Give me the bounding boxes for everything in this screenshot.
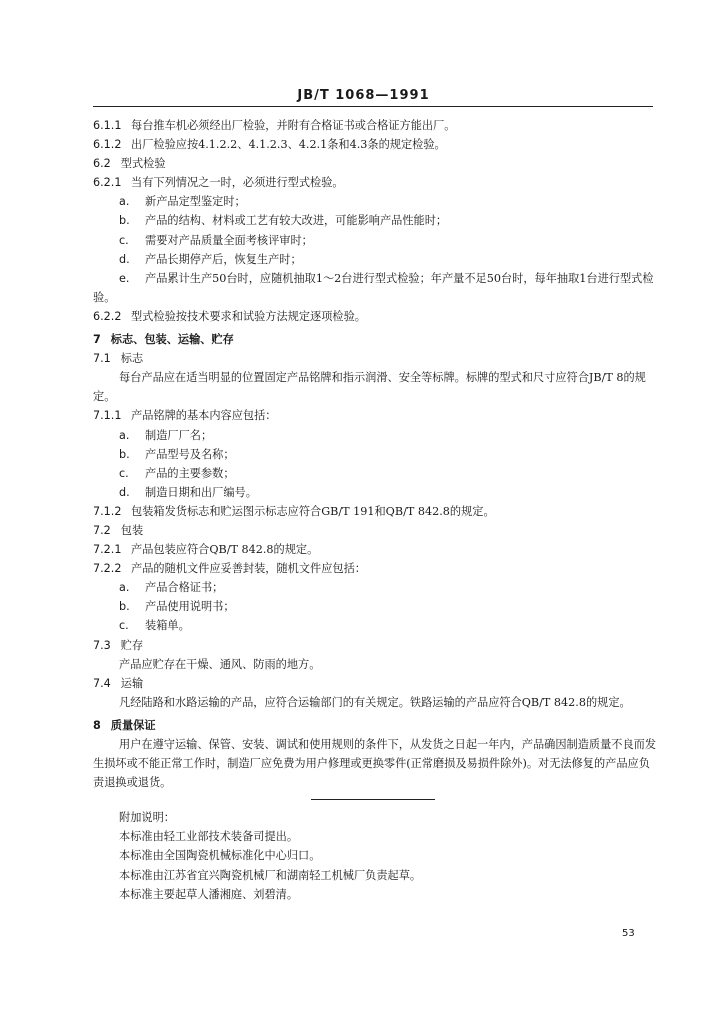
clause-text: 产品包装应符合QB/T 842.8的规定。 bbox=[131, 543, 319, 557]
standard-code-header: JB/T 1068—1991 bbox=[297, 88, 430, 103]
clause-text: 产品铭牌的基本内容应包括： bbox=[131, 409, 277, 423]
list-item bbox=[93, 192, 659, 211]
list-marker: d. bbox=[119, 252, 130, 266]
note-line: 本标准由江苏省宜兴陶瓷机械厂和湖南轻工机械厂负责起草。 bbox=[119, 868, 422, 882]
page-number: 53 bbox=[622, 928, 635, 939]
section-title: 贮存 bbox=[120, 638, 144, 652]
paragraph-7-4: 凡经陆路和水路运输的产品，应符合运输部门的有关规定。铁路运输的产品应符合QB/T 842.8的规定。 bbox=[119, 695, 631, 709]
section-number: 7.4 bbox=[93, 676, 111, 690]
clause-7-1-2 bbox=[93, 502, 659, 521]
list-text: 产品使用说明书； bbox=[145, 600, 235, 614]
list-text: 装箱单。 bbox=[145, 619, 190, 633]
clause-number: 6.1.1 bbox=[93, 119, 122, 132]
list-item bbox=[93, 426, 659, 445]
clause-number: 7.1.2 bbox=[93, 504, 122, 518]
section-7 bbox=[93, 330, 659, 349]
clause-7-1-1 bbox=[93, 406, 659, 425]
clause-number: 7.1.1 bbox=[93, 409, 122, 423]
list-item bbox=[93, 211, 659, 230]
section-7-2 bbox=[93, 521, 659, 540]
clause-7-2-2 bbox=[93, 559, 659, 578]
clause-text: 包装箱发货标志和贮运图示标志应符合GB/T 191和QB/T 842.8的规定。 bbox=[131, 504, 495, 518]
notes-title: 附加说明： bbox=[119, 811, 175, 825]
section-6-2 bbox=[93, 154, 659, 173]
section-title: 标志、包装、运输、贮存 bbox=[110, 332, 234, 347]
clause-6-1-2 bbox=[93, 135, 659, 154]
section-7-4 bbox=[93, 674, 659, 693]
section-number: 7 bbox=[93, 333, 101, 347]
list-item bbox=[93, 445, 659, 464]
list-text: 产品合格证书； bbox=[145, 581, 224, 595]
section-number: 7.3 bbox=[93, 638, 111, 652]
section-number: 7.1 bbox=[93, 352, 111, 366]
section-7-1 bbox=[93, 349, 659, 368]
list-marker: e. bbox=[119, 271, 130, 285]
note-line: 本标准由全国陶瓷机械标准化中心归口。 bbox=[119, 849, 321, 863]
clause-number: 7.2.2 bbox=[93, 562, 122, 576]
list-item-e bbox=[93, 269, 659, 307]
section-title: 运输 bbox=[120, 676, 144, 690]
list-item bbox=[93, 616, 659, 635]
list-text: 产品的主要参数； bbox=[145, 466, 235, 480]
list-marker: a. bbox=[119, 195, 130, 209]
list-marker: c. bbox=[119, 466, 129, 480]
clause-text: 当有下列情况之一时，必须进行型式检验。 bbox=[131, 176, 344, 190]
clause-number: 6.1.2 bbox=[93, 138, 122, 152]
list-item bbox=[93, 464, 659, 483]
clause-7-2-1 bbox=[93, 540, 659, 559]
list-marker: b. bbox=[119, 214, 130, 228]
list-item bbox=[93, 597, 659, 616]
document-body bbox=[93, 116, 659, 904]
clause-text: 出厂检验应按4.1.2.2、4.1.2.3、4.2.1条和4.3条的规定检验。 bbox=[131, 138, 446, 152]
list-text: 产品型号及名称； bbox=[145, 447, 235, 461]
list-marker: a. bbox=[119, 428, 130, 442]
section-title: 包装 bbox=[120, 523, 144, 537]
list-item bbox=[93, 250, 659, 269]
section-divider bbox=[311, 799, 435, 800]
list-marker: d. bbox=[119, 485, 130, 499]
section-8 bbox=[93, 716, 659, 735]
clause-number: 7.2.1 bbox=[93, 543, 122, 557]
list-marker: b. bbox=[119, 447, 130, 461]
section-7-3 bbox=[93, 636, 659, 655]
section-title: 标志 bbox=[120, 352, 144, 366]
clause-6-2-2 bbox=[93, 307, 659, 326]
section-number: 6.2 bbox=[93, 157, 111, 171]
list-text: 产品长期停产后，恢复生产时； bbox=[145, 252, 302, 266]
note-line: 本标准由轻工业部技术装备司提出。 bbox=[119, 830, 299, 844]
section-number: 7.2 bbox=[93, 523, 111, 537]
paragraph-7-1: 每台产品应在适当明显的位置固定产品铭牌和指示润滑、安全等标牌。标牌的型式和尺寸应符合JB/T 8的规定。 bbox=[93, 371, 646, 404]
header-rule bbox=[93, 106, 653, 107]
clause-text: 型式检验按技术要求和试验方法规定逐项检验。 bbox=[131, 309, 366, 323]
list-text: 制造日期和出厂编号。 bbox=[145, 485, 257, 499]
clause-text: 产品的随机文件应妥善封装，随机文件应包括： bbox=[131, 562, 366, 576]
paragraph-8: 用户在遵守运输、保管、安装、调试和使用规则的条件下，从发货之日起一年内，产品确因制造质量不良而发生损坏或不能正常工作时，制造厂应免费为用户修理或更换零件(正常磨损及易损件除外)。对无法修复的产品应负责退换或退货。 bbox=[93, 738, 657, 790]
list-marker: a. bbox=[119, 581, 130, 595]
list-item bbox=[93, 231, 659, 250]
additional-notes bbox=[93, 808, 659, 903]
list-text: 需要对产品质量全面考核评审时； bbox=[145, 233, 313, 247]
list-text: 产品累计生产50台时，应随机抽取1～2台进行型式检验；年产量不足50台时，每年抽取1台进行型式检验。 bbox=[93, 271, 654, 304]
note-line: 本标准主要起草人潘湘庭、刘碧清。 bbox=[119, 887, 299, 901]
clause-number: 6.2.1 bbox=[93, 176, 122, 190]
clause-text: 每台推车机必须经出厂检验，并附有合格证书或合格证方能出厂。 bbox=[131, 119, 456, 132]
list-marker: c. bbox=[119, 619, 129, 633]
list-text: 制造厂厂名； bbox=[145, 428, 213, 442]
list-item bbox=[93, 483, 659, 502]
clause-number: 6.2.2 bbox=[93, 309, 122, 323]
list-text: 新产品定型鉴定时； bbox=[145, 195, 246, 209]
list-text: 产品的结构、材料或工艺有较大改进，可能影响产品性能时； bbox=[145, 214, 448, 228]
section-number: 8 bbox=[93, 718, 101, 732]
section-title: 质量保证 bbox=[110, 717, 156, 732]
list-item bbox=[93, 578, 659, 597]
clause-6-1-1 bbox=[93, 116, 659, 135]
section-title: 型式检验 bbox=[120, 157, 166, 171]
list-marker: c. bbox=[119, 233, 129, 247]
clause-6-2-1 bbox=[93, 173, 659, 192]
paragraph-7-3: 产品应贮存在干燥、通风、防雨的地方。 bbox=[119, 657, 321, 671]
list-marker: b. bbox=[119, 600, 130, 614]
